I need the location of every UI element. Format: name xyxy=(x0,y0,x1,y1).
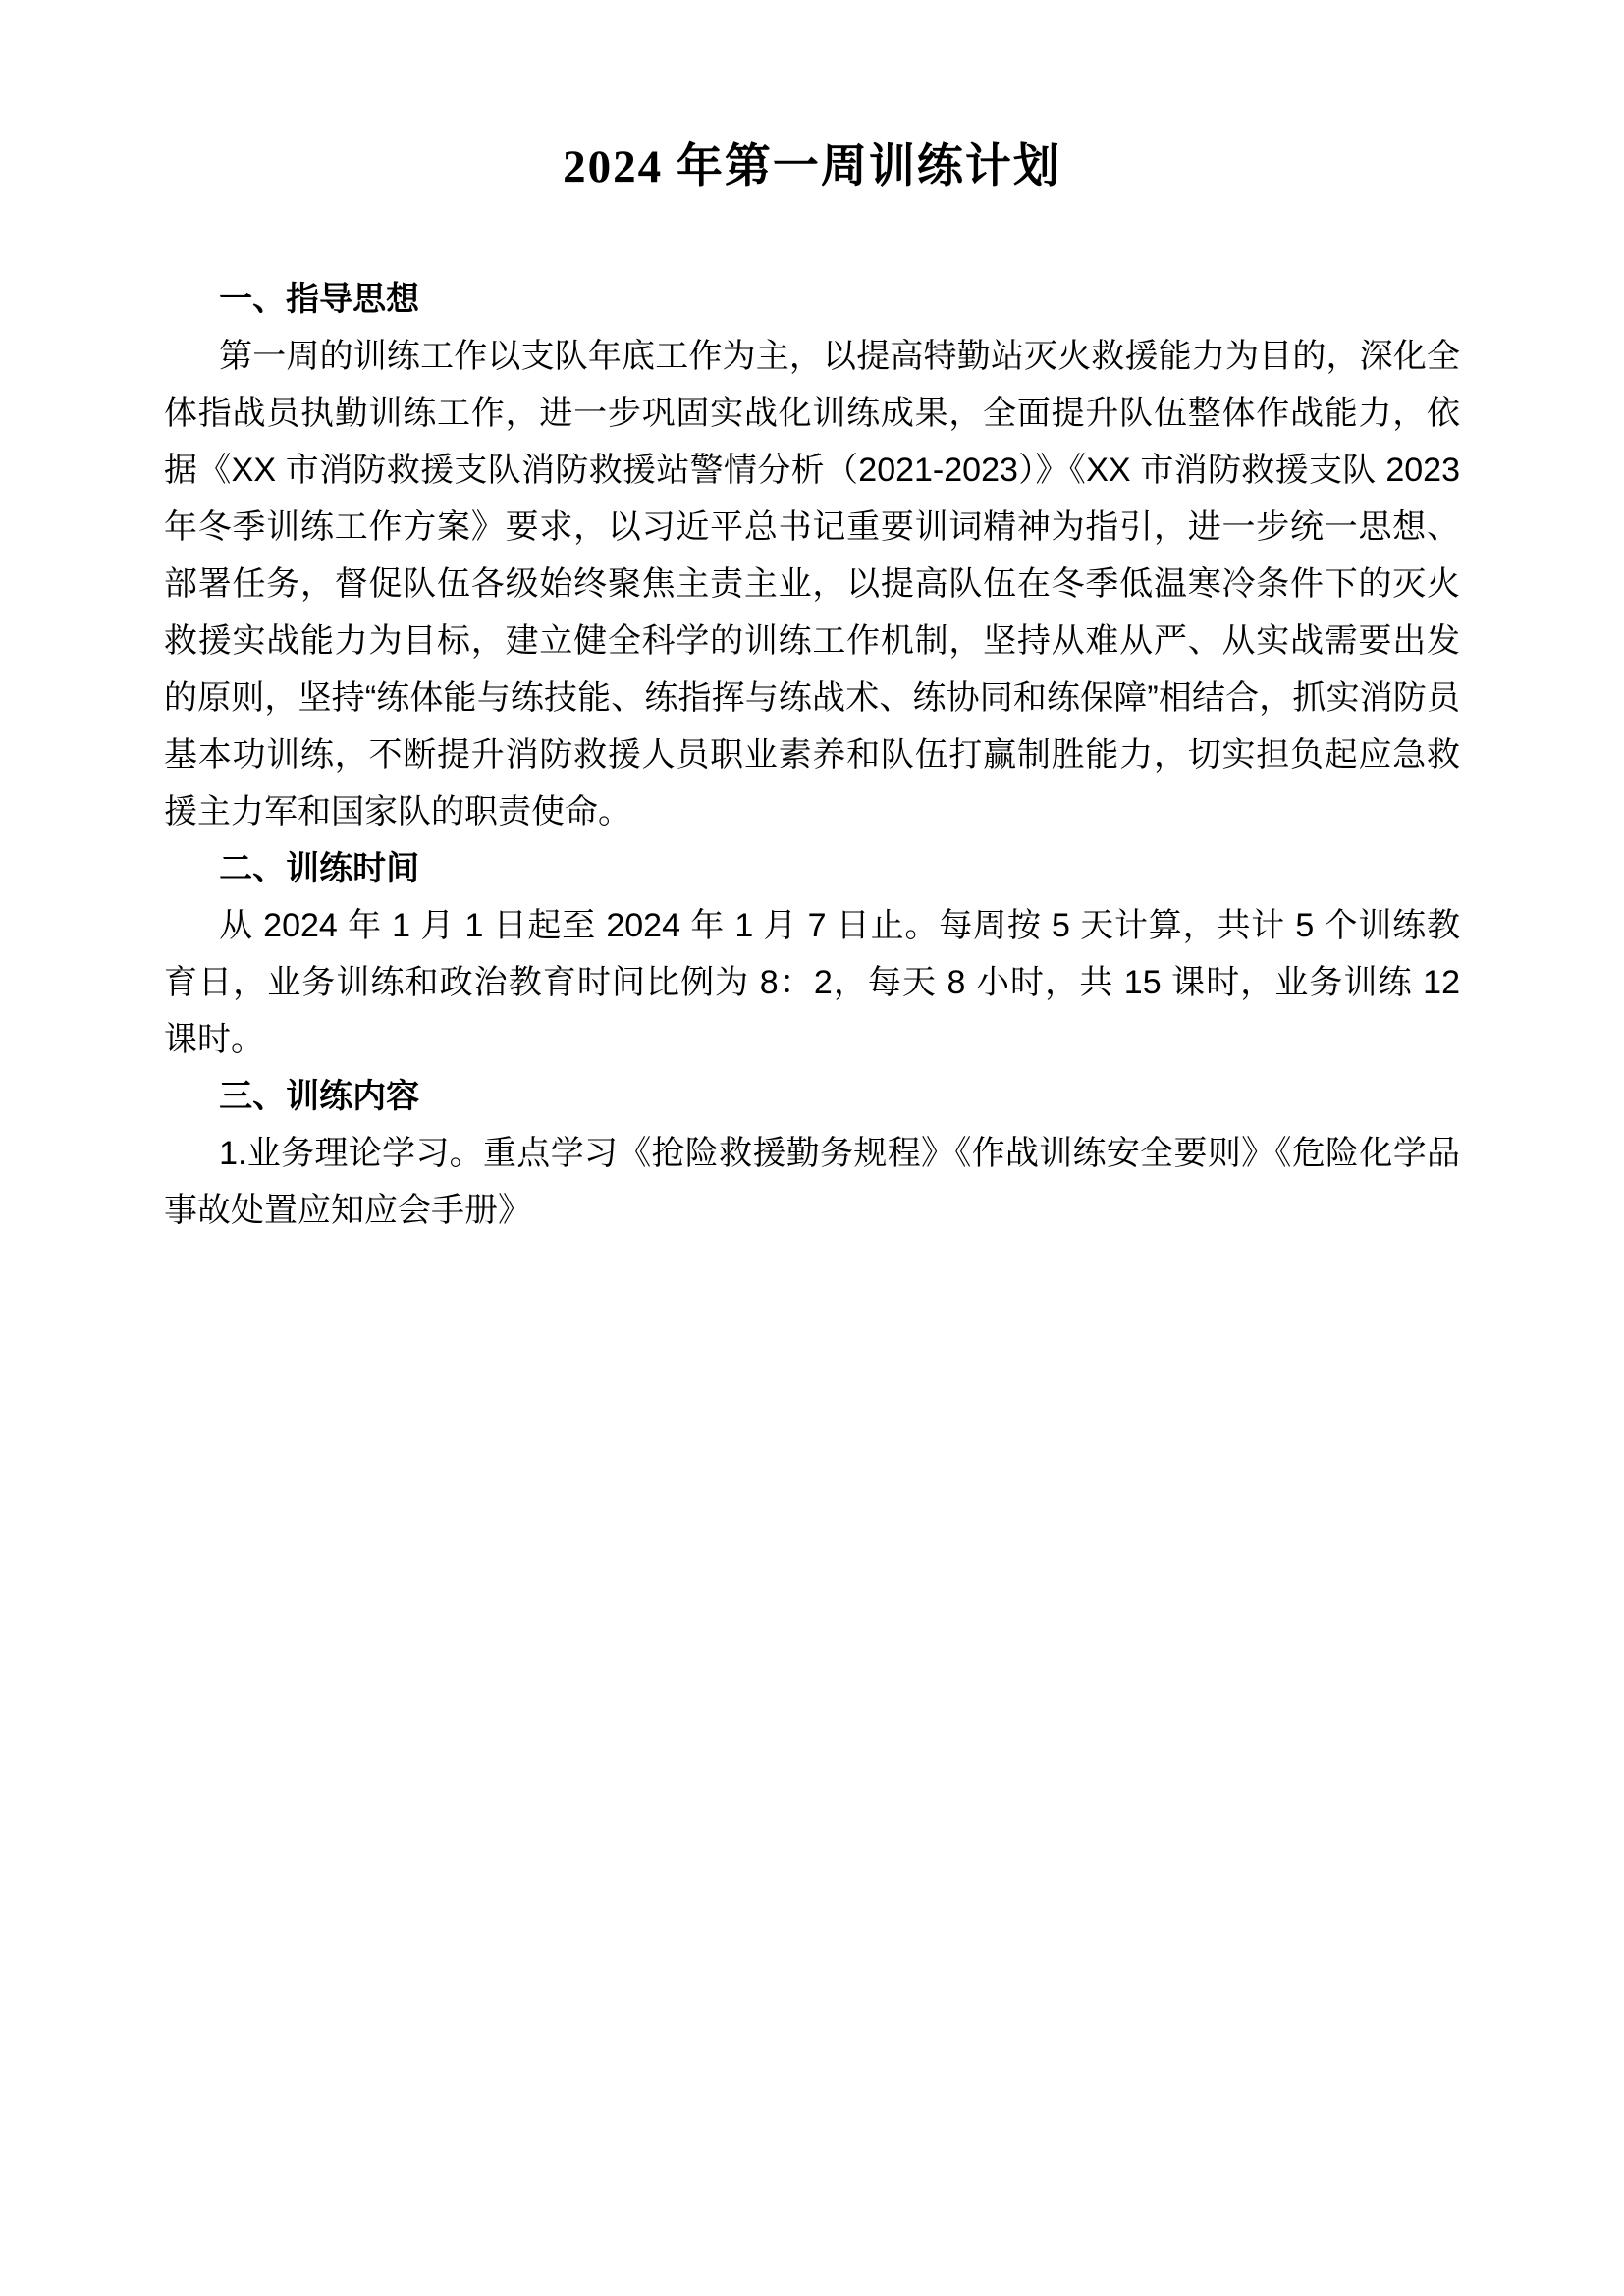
section-2-heading: 二、训练时间 xyxy=(219,850,420,888)
section-training-time xyxy=(164,840,1460,1068)
document-title: 2024 年第一周训练计划 xyxy=(563,141,1061,192)
section-1-heading: 一、指导思想 xyxy=(219,281,420,319)
section-training-content xyxy=(164,1068,1460,1239)
section-3-heading: 三、训练内容 xyxy=(219,1078,420,1116)
section-2-paragraph: 从 2024 年 1 月 1 日起至 2024 年 1 月 7 日止。每周按 5 天计算，共计 5 个训练教育日，业务训练和政治教育时间比例为 8：2，每天 8 小时，共 15 课时，业务训练 12 课时。 xyxy=(164,907,1460,1059)
section-1-paragraph: 第一周的训练工作以支队年底工作为主，以提高特勤站灭火救援能力为目的，深化全体指战员执勤训练工作，进一步巩固实战化训练成果，全面提升队伍整体作战能力，依据《XX 市消防救援支队消防救援站警情分析（2021-2023）》《XX 市消防救援支队 2023 年冬季训练工作方案》要求，以习近平总书记重要训词精神为指引，进一步统一思想、部署任务，督促队伍各级始终聚焦主责主业，以提高队伍在冬季低温寒冷条件下的灭火救援实战能力为目标，建立健全科学的训练工作机制，坚持从难从严、从实战需要出发的原则，坚持“练体能与练技能、练指挥与练战术、练协同和练保障”相结合，抓实消防员基本功训练，不断提升消防救援人员职业素养和队伍打赢制胜能力，切实担负起应急救援主力军和国家队的职责使命。 xyxy=(164,338,1460,831)
section-3-paragraph: 1.业务理论学习。重点学习《抢险救援勤务规程》《作战训练安全要则》《危险化学品事故处置应知应会手册》 xyxy=(164,1135,1460,1230)
section-guiding-ideology xyxy=(164,271,1460,840)
